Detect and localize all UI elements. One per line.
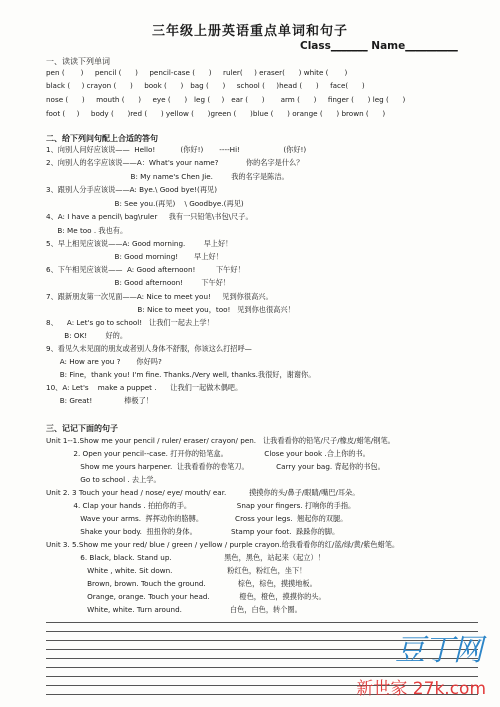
dialog-line: 6、下午相见应该说—— A: Good afternoon! 下午好！ — [46, 265, 245, 274]
class-label: Class — [300, 40, 331, 52]
sentence-line: White, white. Turn around. 白色，白色，转个圈。 — [46, 605, 302, 614]
dialog-line: B: Great! 棒极了！ — [46, 396, 153, 405]
class-name-line — [300, 40, 458, 52]
section2-heading: 二、给下列问句配上合适的答句 — [46, 134, 158, 143]
writing-line — [46, 622, 478, 623]
sentence-line: Unit 3. 5.Show me your red/ blue / green / yellow / purple crayon.给我看看你的红/蓝/绿/黄/紫色蜡笔。 — [46, 540, 400, 549]
sentence-line: 6. Black, black. Stand up. 黑色，黑色，站起来（起立）！ — [46, 553, 325, 562]
vocab-row: nose ( ) mouth ( ) eye ( ) leg ( ) ear ( ) arm ( ) finger ( ) leg ( ) — [46, 95, 406, 104]
dialog-line: B: OK! 好的。 — [46, 331, 128, 340]
dialog-line: 2、向别人的名字应该说——A：What's your name? 你的名字是什么？ — [46, 158, 304, 167]
dialog-line: 4、A: I have a pencil\ bag\ruler 我有一只铅笔\书包\尺子。 — [46, 212, 253, 221]
name-blank: __________ — [405, 40, 458, 52]
dialog-line: B: My name's Chen Jie. 我的名字是陈洁。 — [46, 172, 289, 181]
page-title: 三年级上册英语重点单词和句子 — [151, 24, 348, 39]
dialog-line: B: Good morning! 早上好！ — [46, 252, 223, 261]
sentence-line: 2. Open your pencil--case. 打开你的铅笔盒。 Close your book .合上你的书。 — [46, 449, 370, 458]
section1-heading: 一、读读下列单词 — [46, 57, 110, 66]
sentence-line: Wave your arms. 挥挥动你的胳膊。 Cross your legs. 翘起你的双腿。 — [46, 514, 348, 523]
vocab-row: black ( ) crayon ( ) book ( ) bag ( ) school ( )head ( ) face( ) — [46, 81, 365, 90]
vocab-row: foot ( ) body ( )red ( ) yellow ( )green ( )blue ( ) orange ( ) brown ( ) — [46, 109, 386, 118]
dialog-line: 1、向别人问好应该说—— Hello! (你好!) ----Hi! (你好!) — [46, 145, 307, 154]
dialog-line: 3、跟别人分手应该说——A: Bye.\ Good bye!(再见) — [46, 185, 218, 194]
sentence-line: Shake your body. 扭扭你的身体。 Stamp your foot. 跺跺你的脚。 — [46, 527, 340, 536]
dialog-line: B: See you.(再见) \ Goodbye.(再见) — [46, 199, 244, 208]
dialog-line: B: Good afternoon! 下午好！ — [46, 278, 231, 287]
dialog-line: B: Fine，thank you! I'm fine. Thanks./Very well, thanks.我很好，谢谢你。 — [46, 370, 316, 379]
sentence-line: Show me yours harpener. 让我看看你的卷笔刀。 Carry your bag. 背起你的书包。 — [46, 462, 385, 471]
sentence-line: 4. Clap your hands . 拍拍你的手。 Snap your fingers. 打响你的手指。 — [46, 501, 356, 510]
dialog-line: 5、早上相见应该说——A: Good morning. 早上好！ — [46, 239, 233, 248]
vocab-row: pen ( ) pencil ( ) pencil-case ( ) ruler( ) eraser( ) white ( ) — [46, 68, 348, 77]
sentence-line: Orange, orange. Touch your head. 橙色，橙色，摸摸你的头。 — [46, 592, 326, 601]
watermark-site: 新世家 27k.com — [356, 679, 486, 699]
class-blank: _______ — [330, 40, 368, 52]
sentence-line: Brown, brown. Touch the ground. 棕色，棕色，摸摸地板。 — [46, 579, 317, 588]
dialog-line: B: Me too . 我也有。 — [46, 226, 128, 235]
dialog-line: B: Nice to meet you，too! 见到你也很高兴！ — [46, 305, 295, 314]
watermark-logo: 豆丁网 — [395, 633, 482, 668]
sentence-line: Go to school . 去上学。 — [46, 475, 161, 484]
sentence-line: Unit 2. 3 Touch your head / nose/ eye/ mouth/ ear. 摸摸你的头/鼻子/眼睛/嘴巴/耳朵。 — [46, 488, 360, 497]
dialog-line: 8、 A: Let's go to school! 让我们一起去上学！ — [46, 318, 214, 327]
name-label: Name — [371, 40, 406, 52]
section3-heading: 三、记记下面的句子 — [46, 424, 118, 433]
dialog-line: 7、跟新朋友第一次见面——A: Nice to meet you! 见到你很高兴。 — [46, 292, 273, 301]
dialog-line: 9、看见久未见面的朋友或者别人身体不舒服，你该这么打招呼— — [46, 344, 252, 353]
sentence-line: Unit 1--1.Show me your pencil / ruler/ eraser/ crayon/ pen. 让我看看你的铅笔/尺子/橡皮/蜡笔/钢笔。 — [46, 436, 395, 445]
dialog-line: 10、A: Let's make a puppet . 让我们一起做木偶吧。 — [46, 383, 243, 392]
dialog-line: A: How are you ? 你好吗? — [46, 357, 162, 366]
sentence-line: White , white. Sit down. 粉红色，粉红色，坐下！ — [46, 566, 307, 575]
